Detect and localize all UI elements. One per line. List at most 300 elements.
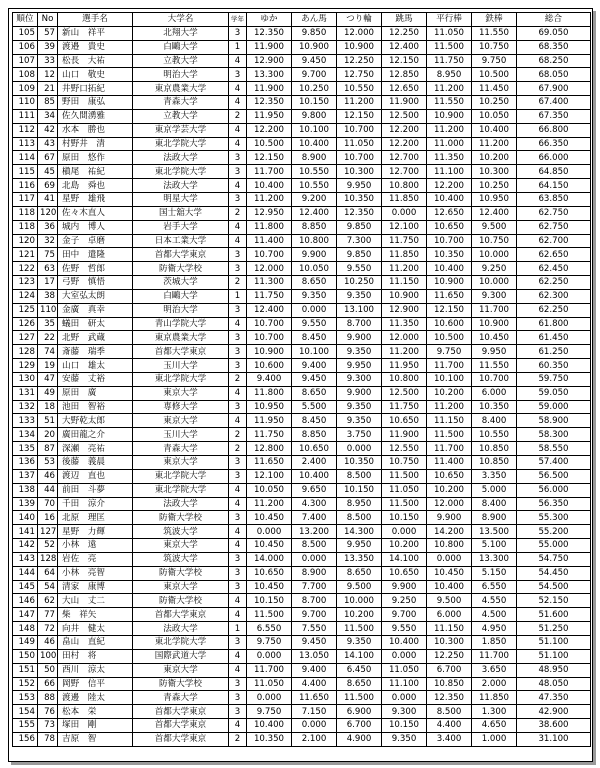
floor-cell: 12.100	[247, 469, 292, 483]
vault-cell: 9.250	[382, 594, 427, 608]
total-cell: 58.550	[517, 442, 591, 456]
header-total: 総合	[517, 13, 591, 27]
vault-cell: 0.000	[382, 525, 427, 539]
no-cell: 52	[38, 539, 58, 553]
no-cell: 35	[38, 317, 58, 331]
pommel-cell: 10.050	[292, 262, 337, 276]
header-pbars: 平行棒	[427, 13, 472, 27]
rank-cell: 136	[13, 456, 38, 470]
rings-cell: 8.700	[337, 317, 382, 331]
year-cell: 2	[229, 442, 247, 456]
rank-cell: 133	[13, 414, 38, 428]
hbar-cell: 12.400	[472, 206, 517, 220]
table-row	[13, 359, 591, 373]
rings-cell: 10.350	[337, 192, 382, 206]
pbars-cell: 9.900	[427, 511, 472, 525]
floor-cell: 10.700	[247, 317, 292, 331]
no-cell: 62	[38, 594, 58, 608]
table-row	[13, 469, 591, 483]
table-row	[13, 608, 591, 622]
total-cell: 67.900	[517, 82, 591, 96]
pommel-cell: 10.100	[292, 123, 337, 137]
year-cell: 4	[229, 54, 247, 68]
rings-cell: 8.500	[337, 511, 382, 525]
rings-cell: 9.350	[337, 635, 382, 649]
pbars-cell: 10.350	[427, 248, 472, 262]
university-cell: 玉川大学	[133, 359, 229, 373]
rings-cell: 3.750	[337, 428, 382, 442]
pommel-cell: 8.700	[292, 594, 337, 608]
floor-cell: 11.650	[247, 456, 292, 470]
athlete-cell: 弓野 慎悟	[58, 276, 133, 290]
athlete-cell: 金子 卓磨	[58, 234, 133, 248]
athlete-cell: 佐久間湧雅	[58, 109, 133, 123]
rank-cell: 138	[13, 483, 38, 497]
total-cell: 62.450	[517, 262, 591, 276]
athlete-cell: 北島 舜也	[58, 179, 133, 193]
pbars-cell: 11.200	[427, 123, 472, 137]
rings-cell: 9.550	[337, 262, 382, 276]
total-cell: 52.150	[517, 594, 591, 608]
pommel-cell: 8.900	[292, 151, 337, 165]
year-cell: 2	[229, 276, 247, 290]
year-cell: 4	[229, 719, 247, 733]
no-cell: 63	[38, 262, 58, 276]
pommel-cell: 10.550	[292, 165, 337, 179]
total-cell: 51.250	[517, 622, 591, 636]
pommel-cell: 4.400	[292, 677, 337, 691]
floor-cell: 11.700	[247, 165, 292, 179]
pbars-cell: 11.700	[427, 359, 472, 373]
pommel-cell: 9.450	[292, 54, 337, 68]
university-cell: 東北学院大学	[133, 137, 229, 151]
table-row	[13, 456, 591, 470]
no-cell: 16	[38, 511, 58, 525]
total-cell: 66.000	[517, 151, 591, 165]
athlete-cell: 田中 遣隆	[58, 248, 133, 262]
pommel-cell: 8.450	[292, 414, 337, 428]
vault-cell: 9.900	[382, 580, 427, 594]
rings-cell: 6.450	[337, 663, 382, 677]
table-row	[13, 303, 591, 317]
athlete-cell: 大山 丈二	[58, 594, 133, 608]
vault-cell: 11.900	[382, 96, 427, 110]
floor-cell: 11.750	[247, 289, 292, 303]
vault-cell: 11.750	[382, 234, 427, 248]
floor-cell: 0.000	[247, 691, 292, 705]
table-row	[13, 552, 591, 566]
university-cell: 日本工業大学	[133, 234, 229, 248]
pommel-cell: 8.450	[292, 331, 337, 345]
pbars-cell: 9.750	[427, 345, 472, 359]
hbar-cell: 10.250	[472, 96, 517, 110]
university-cell: 白鷗大学	[133, 289, 229, 303]
vault-cell: 11.950	[382, 359, 427, 373]
no-cell: 67	[38, 151, 58, 165]
floor-cell: 11.900	[247, 40, 292, 54]
year-cell: 4	[229, 82, 247, 96]
rings-cell: 7.300	[337, 234, 382, 248]
floor-cell: 10.700	[247, 331, 292, 345]
floor-cell: 11.400	[247, 234, 292, 248]
pommel-cell: 9.700	[292, 608, 337, 622]
rank-cell: 130	[13, 372, 38, 386]
pommel-cell: 8.650	[292, 276, 337, 290]
hbar-cell: 9.500	[472, 220, 517, 234]
pbars-cell: 3.400	[427, 732, 472, 746]
vault-cell: 10.150	[382, 511, 427, 525]
floor-cell: 9.750	[247, 635, 292, 649]
total-cell: 55.000	[517, 539, 591, 553]
rings-cell: 11.200	[337, 96, 382, 110]
hbar-cell: 1.850	[472, 635, 517, 649]
pbars-cell: 11.000	[427, 137, 472, 151]
hbar-cell: 4.650	[472, 719, 517, 733]
vault-cell: 9.550	[382, 622, 427, 636]
hbar-cell: 10.500	[472, 68, 517, 82]
vault-cell: 12.700	[382, 165, 427, 179]
rank-cell: 118	[13, 220, 38, 234]
table-row	[13, 96, 591, 110]
rank-cell: 149	[13, 635, 38, 649]
pommel-cell: 9.850	[292, 26, 337, 40]
floor-cell: 12.000	[247, 262, 292, 276]
hbar-cell: 10.350	[472, 400, 517, 414]
vault-cell: 11.350	[382, 317, 427, 331]
table-row	[13, 165, 591, 179]
athlete-cell: 池田 智裕	[58, 400, 133, 414]
athlete-cell: 廣田龍之介	[58, 428, 133, 442]
floor-cell: 12.350	[247, 96, 292, 110]
pbars-cell: 10.500	[427, 331, 472, 345]
floor-cell: 10.600	[247, 359, 292, 373]
no-cell: 73	[38, 719, 58, 733]
vault-cell: 12.150	[382, 54, 427, 68]
hbar-cell: 2.000	[472, 677, 517, 691]
floor-cell: 13.300	[247, 68, 292, 82]
floor-cell: 11.950	[247, 414, 292, 428]
no-cell: 77	[38, 608, 58, 622]
rank-cell: 127	[13, 331, 38, 345]
no-cell: 33	[38, 54, 58, 68]
year-cell: 4	[229, 96, 247, 110]
university-cell: 東京大学	[133, 386, 229, 400]
university-cell: 東北学院大学	[133, 372, 229, 386]
hbar-cell: 10.750	[472, 40, 517, 54]
rings-cell: 12.250	[337, 54, 382, 68]
rank-cell: 124	[13, 289, 38, 303]
hbar-cell: 1.000	[472, 732, 517, 746]
total-cell: 56.500	[517, 469, 591, 483]
rings-cell: 8.950	[337, 497, 382, 511]
total-cell: 57.400	[517, 456, 591, 470]
total-cell: 55.300	[517, 511, 591, 525]
university-cell: 東京学芸大学	[133, 123, 229, 137]
table-row	[13, 123, 591, 137]
no-cell: 50	[38, 663, 58, 677]
athlete-cell: 塚田 剛	[58, 719, 133, 733]
athlete-cell: 原田 悠作	[58, 151, 133, 165]
university-cell: 立教大学	[133, 109, 229, 123]
pommel-cell: 8.900	[292, 566, 337, 580]
year-cell: 4	[229, 317, 247, 331]
no-cell: 17	[38, 276, 58, 290]
vault-cell: 9.700	[382, 608, 427, 622]
total-cell: 64.150	[517, 179, 591, 193]
pommel-cell: 9.700	[292, 68, 337, 82]
athlete-cell: 井野口拓紀	[58, 82, 133, 96]
total-cell: 61.250	[517, 345, 591, 359]
athlete-cell: 原田 廣	[58, 386, 133, 400]
table-row	[13, 262, 591, 276]
athlete-cell: 渡邉 貴史	[58, 40, 133, 54]
header-year: 学年	[229, 13, 247, 27]
vault-cell: 11.750	[382, 400, 427, 414]
vault-cell: 12.200	[382, 137, 427, 151]
results-table	[12, 12, 591, 747]
university-cell: 東北学院大学	[133, 635, 229, 649]
vault-cell: 11.850	[382, 192, 427, 206]
hbar-cell: 10.450	[472, 331, 517, 345]
rank-cell: 105	[13, 26, 38, 40]
athlete-cell: 畠山 直紀	[58, 635, 133, 649]
hbar-cell: 9.950	[472, 345, 517, 359]
pommel-cell: 9.900	[292, 248, 337, 262]
no-cell: 66	[38, 677, 58, 691]
pommel-cell: 8.500	[292, 539, 337, 553]
total-cell: 31.100	[517, 732, 591, 746]
year-cell: 3	[229, 635, 247, 649]
year-cell: 4	[229, 649, 247, 663]
university-cell: 首都大学東京	[133, 732, 229, 746]
pommel-cell: 4.300	[292, 497, 337, 511]
year-cell: 4	[229, 539, 247, 553]
table-row	[13, 289, 591, 303]
no-cell: 88	[38, 691, 58, 705]
university-cell: 青森大学	[133, 442, 229, 456]
year-cell: 3	[229, 511, 247, 525]
no-cell: 120	[38, 206, 58, 220]
rank-cell: 110	[13, 96, 38, 110]
university-cell: 東京大学	[133, 580, 229, 594]
total-cell: 48.050	[517, 677, 591, 691]
pbars-cell: 10.600	[427, 317, 472, 331]
rank-cell: 150	[13, 649, 38, 663]
pommel-cell: 10.800	[292, 234, 337, 248]
no-cell: 45	[38, 165, 58, 179]
university-cell: 法政大学	[133, 151, 229, 165]
rings-cell: 13.100	[337, 303, 382, 317]
year-cell: 4	[229, 594, 247, 608]
rank-cell: 152	[13, 677, 38, 691]
pommel-cell: 8.650	[292, 386, 337, 400]
athlete-cell: 山口 敬史	[58, 68, 133, 82]
no-cell: 43	[38, 137, 58, 151]
floor-cell: 10.400	[247, 179, 292, 193]
athlete-cell: 水本 勝也	[58, 123, 133, 137]
floor-cell: 10.150	[247, 594, 292, 608]
athlete-cell: 大野乾太郎	[58, 414, 133, 428]
year-cell: 3	[229, 566, 247, 580]
no-cell: 74	[38, 345, 58, 359]
pbars-cell: 10.200	[427, 483, 472, 497]
hbar-cell: 13.300	[472, 552, 517, 566]
hbar-cell: 8.400	[472, 414, 517, 428]
no-cell: 78	[38, 732, 58, 746]
vault-cell: 12.500	[382, 109, 427, 123]
floor-cell: 11.750	[247, 428, 292, 442]
total-cell: 58.300	[517, 428, 591, 442]
table-row	[13, 732, 591, 746]
table-row	[13, 40, 591, 54]
rings-cell: 9.950	[337, 539, 382, 553]
rings-cell: 9.350	[337, 345, 382, 359]
hbar-cell: 13.500	[472, 525, 517, 539]
university-cell: 防衛大学校	[133, 677, 229, 691]
pbars-cell: 11.550	[427, 96, 472, 110]
university-cell: 青森大学	[133, 96, 229, 110]
rings-cell: 11.050	[337, 137, 382, 151]
total-cell: 47.350	[517, 691, 591, 705]
pbars-cell: 11.200	[427, 400, 472, 414]
athlete-cell: 新山 祥平	[58, 26, 133, 40]
rank-cell: 123	[13, 276, 38, 290]
vault-cell: 11.500	[382, 497, 427, 511]
table-row	[13, 442, 591, 456]
hbar-cell: 11.850	[472, 691, 517, 705]
total-cell: 59.050	[517, 386, 591, 400]
pbars-cell: 11.750	[427, 54, 472, 68]
vault-cell: 10.150	[382, 719, 427, 733]
no-cell: 57	[38, 26, 58, 40]
total-cell: 64.850	[517, 165, 591, 179]
year-cell: 4	[229, 414, 247, 428]
vault-cell: 10.750	[382, 456, 427, 470]
no-cell: 32	[38, 234, 58, 248]
total-cell: 68.250	[517, 54, 591, 68]
rank-cell: 109	[13, 82, 38, 96]
vault-cell: 10.650	[382, 566, 427, 580]
rings-cell: 10.250	[337, 276, 382, 290]
year-cell: 3	[229, 580, 247, 594]
floor-cell: 12.900	[247, 54, 292, 68]
university-cell: 東京農業大学	[133, 82, 229, 96]
year-cell: 2	[229, 206, 247, 220]
athlete-cell: 北野 武蔵	[58, 331, 133, 345]
total-cell: 51.600	[517, 608, 591, 622]
university-cell: 立教大学	[133, 54, 229, 68]
year-cell: 3	[229, 262, 247, 276]
pommel-cell: 9.200	[292, 192, 337, 206]
athlete-cell: 清家 康博	[58, 580, 133, 594]
rank-cell: 132	[13, 400, 38, 414]
rank-cell: 122	[13, 262, 38, 276]
floor-cell: 12.400	[247, 303, 292, 317]
total-cell: 62.650	[517, 248, 591, 262]
table-row	[13, 317, 591, 331]
table-row	[13, 691, 591, 705]
hbar-cell: 10.950	[472, 192, 517, 206]
university-cell: 国際武道大学	[133, 649, 229, 663]
pbars-cell: 10.400	[427, 192, 472, 206]
vault-cell: 12.650	[382, 82, 427, 96]
university-cell: 防衛大学校	[133, 566, 229, 580]
vault-cell: 12.700	[382, 151, 427, 165]
vault-cell: 11.200	[382, 345, 427, 359]
pommel-cell: 10.650	[292, 442, 337, 456]
university-cell: 青森大学	[133, 691, 229, 705]
hbar-cell: 4.950	[472, 622, 517, 636]
no-cell: 127	[38, 525, 58, 539]
no-cell: 36	[38, 220, 58, 234]
pbars-cell: 12.250	[427, 649, 472, 663]
total-cell: 55.200	[517, 525, 591, 539]
hbar-cell: 1.300	[472, 705, 517, 719]
university-cell: 白鷗大学	[133, 40, 229, 54]
floor-cell: 11.300	[247, 276, 292, 290]
hbar-cell: 9.300	[472, 289, 517, 303]
university-cell: 東京大学	[133, 539, 229, 553]
vault-cell: 0.000	[382, 649, 427, 663]
year-cell: 3	[229, 345, 247, 359]
athlete-cell: 大室弘太朗	[58, 289, 133, 303]
year-cell: 4	[229, 123, 247, 137]
pbars-cell: 8.500	[427, 705, 472, 719]
pbars-cell: 10.650	[427, 469, 472, 483]
total-cell: 68.050	[517, 68, 591, 82]
pbars-cell: 6.000	[427, 608, 472, 622]
rings-cell: 10.700	[337, 123, 382, 137]
pommel-cell: 8.850	[292, 428, 337, 442]
rank-cell: 116	[13, 179, 38, 193]
total-cell: 62.300	[517, 289, 591, 303]
university-cell: 筑波大学	[133, 552, 229, 566]
floor-cell: 10.450	[247, 511, 292, 525]
floor-cell: 10.450	[247, 580, 292, 594]
athlete-cell: 城内 博人	[58, 220, 133, 234]
floor-cell: 12.350	[247, 26, 292, 40]
vault-cell: 12.900	[382, 303, 427, 317]
athlete-cell: 佐野 哲郎	[58, 262, 133, 276]
floor-cell: 11.050	[247, 677, 292, 691]
pbars-cell: 14.200	[427, 525, 472, 539]
no-cell: 100	[38, 649, 58, 663]
pbars-cell: 10.850	[427, 677, 472, 691]
floor-cell: 10.050	[247, 483, 292, 497]
floor-cell: 12.950	[247, 206, 292, 220]
pbars-cell: 11.100	[427, 165, 472, 179]
rank-cell: 146	[13, 594, 38, 608]
athlete-cell: 村野井 清	[58, 137, 133, 151]
university-cell: 北翔大学	[133, 26, 229, 40]
rank-cell: 108	[13, 68, 38, 82]
pbars-cell: 11.400	[427, 456, 472, 470]
rank-cell: 112	[13, 123, 38, 137]
university-cell: 東北学院大学	[133, 483, 229, 497]
rings-cell: 8.500	[337, 469, 382, 483]
no-cell: 69	[38, 179, 58, 193]
vault-cell: 9.300	[382, 705, 427, 719]
rank-cell: 107	[13, 54, 38, 68]
floor-cell: 0.000	[247, 525, 292, 539]
year-cell: 3	[229, 331, 247, 345]
year-cell: 3	[229, 165, 247, 179]
university-cell: 防衛大学校	[133, 262, 229, 276]
rank-cell: 118	[13, 206, 38, 220]
hbar-cell: 9.750	[472, 54, 517, 68]
table-row	[13, 68, 591, 82]
pbars-cell: 11.350	[427, 151, 472, 165]
